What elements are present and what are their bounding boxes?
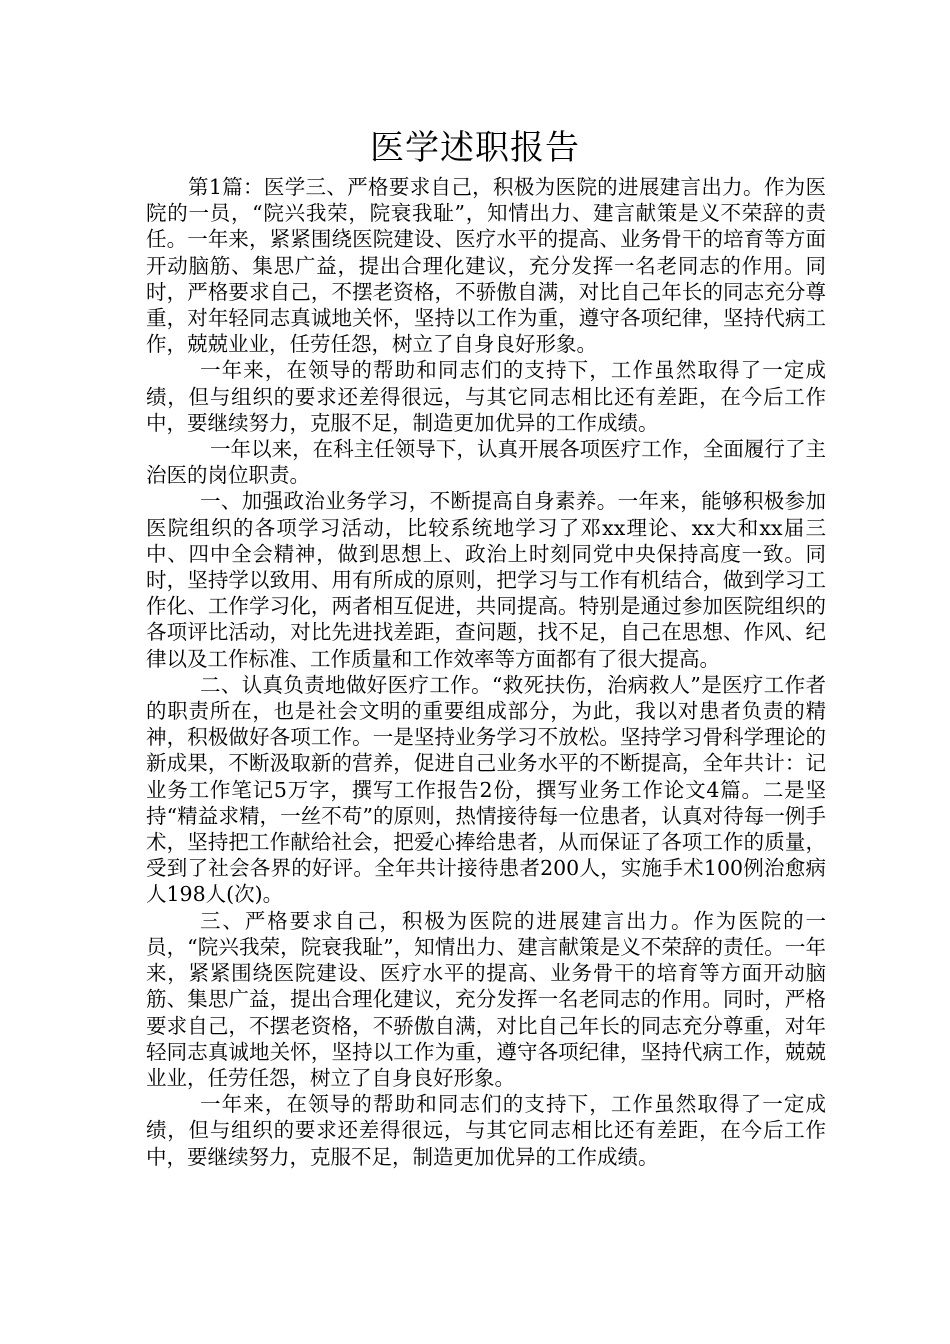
paragraph-5: 二、认真负责地做好医疗工作。“救死扶伤，治病救人”是医疗工作者的职责所在，也是社会文明的重要组成部分，为此，我以对患者负责的精神，积极做好各项工作。一是坚持业务学习不放松。坚持学习骨科学理论的新成果，不断汲取新的营养，促进自己业务水平的不断提高，全年共计：记业务工作笔记5万字，撰写工作报告2份，撰写业务工作论文4篇。二是坚持“精益求精，一丝不苟”的原则，热情接待每一位患者，认真对待每一例手术，坚持把工作献给社会，把爱心捧给患者，从而保证了各项工作的质量，受到了社会各界的好评。全年共计接待患者200人，实施手术100例治愈病人198人(次)。: [146, 672, 826, 907]
document-body: [146, 174, 826, 1170]
paragraph-6: 三、严格要求自己，积极为医院的进展建言出力。作为医院的一员，“院兴我荣，院衰我耻”，知情出力、建言献策是义不荣辞的责任。一年来，紧紧围绕医院建设、医疗水平的提高、业务骨干的培育等方面开动脑筋、集思广益，提出合理化建议，充分发挥一名老同志的作用。同时，严格要求自己，不摆老资格，不骄傲自满，对比自己年长的同志充分尊重，对年轻同志真诚地关怀，坚持以工作为重，遵守各项纪律，坚持代病工作，兢兢业业，任劳任怨，树立了自身良好形象。: [146, 908, 826, 1090]
document-title: 医学述职报告: [370, 128, 580, 168]
paragraph-2: 一年来，在领导的帮助和同志们的支持下，工作虽然取得了一定成绩，但与组织的要求还差得很远，与其它同志相比还有差距，在今后工作中，要继续努力，克服不足，制造更加优异的工作成绩。: [146, 358, 826, 435]
paragraph-1: 第1篇：医学三、严格要求自己，积极为医院的进展建言出力。作为医院的一员，“院兴我荣，院衰我耻”，知情出力、建言献策是义不荣辞的责任。一年来，紧紧围绕医院建设、医疗水平的提高、业务骨干的培育等方面开动脑筋、集思广益，提出合理化建议，充分发挥一名老同志的作用。同时，严格要求自己，不摆老资格，不骄傲自满，对比自己年长的同志充分尊重，对年轻同志真诚地关怀，坚持以工作为重，遵守各项纪律，坚持代病工作，兢兢业业，任劳任怨，树立了自身良好形象。: [146, 175, 826, 357]
paragraph-7: 一年来，在领导的帮助和同志们的支持下，工作虽然取得了一定成绩，但与组织的要求还差得很远，与其它同志相比还有差距，在今后工作中，要继续努力，克服不足，制造更加优异的工作成绩。: [146, 1092, 826, 1169]
paragraph-4: 一、加强政治业务学习，不断提高自身素养。一年来，能够积极参加医院组织的各项学习活动，比较系统地学习了邓xx理论、xx大和xx届三中、四中全会精神，做到思想上、政治上时刻同党中央保持高度一致。同时，坚持学以致用、用有所成的原则，把学习与工作有机结合，做到学习工作化、工作学习化，两者相互促进，共同提高。特别是通过参加医院组织的各项评比活动，对比先进找差距，查问题，找不足，自己在思想、作风、纪律以及工作标准、工作质量和工作效率等方面都有了很大提高。: [146, 489, 826, 671]
paragraph-3: 一年以来，在科主任领导下，认真开展各项医疗工作，全面履行了主治医的岗位职责。: [146, 437, 826, 488]
